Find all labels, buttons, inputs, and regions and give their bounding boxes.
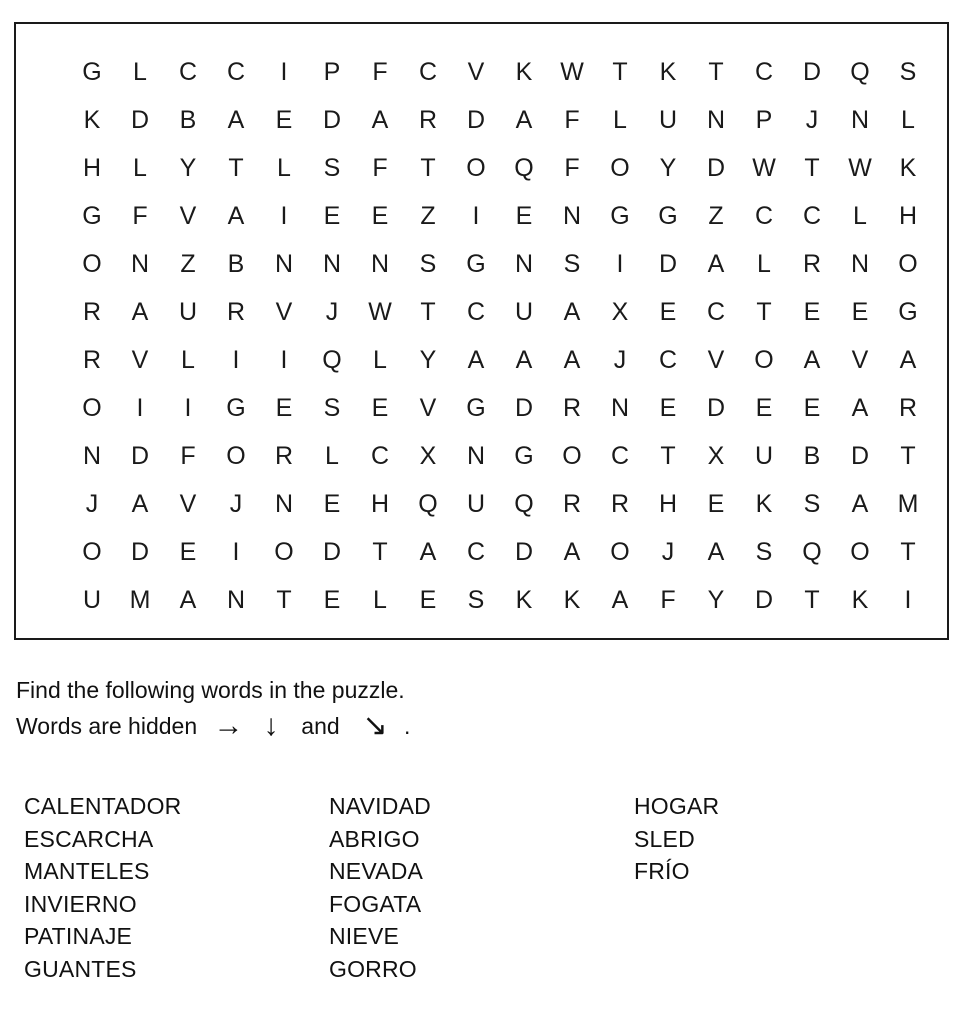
grid-cell: A <box>851 394 869 422</box>
grid-cell: X <box>611 298 629 326</box>
grid-cell: J <box>661 538 675 566</box>
grid-cell: N <box>370 250 390 278</box>
word-search-puzzle-box <box>14 22 949 640</box>
grid-cell: O <box>610 538 630 566</box>
grid-cell: U <box>754 442 774 470</box>
grid-cell: O <box>466 154 486 182</box>
grid-cell: C <box>610 442 630 470</box>
grid-cell: G <box>514 442 534 470</box>
grid-cell: T <box>420 154 436 182</box>
table-row <box>16 528 947 576</box>
instruction-text-period: . <box>397 713 411 739</box>
grid-cell: Z <box>708 202 724 230</box>
grid-cell: N <box>130 250 150 278</box>
list-item: HOGAR <box>634 793 720 819</box>
instructions <box>16 672 916 744</box>
grid-cell: G <box>82 202 102 230</box>
grid-cell: Y <box>419 346 437 374</box>
grid-cell: A <box>611 586 629 614</box>
table-row <box>16 240 947 288</box>
grid-cell: F <box>180 442 196 470</box>
grid-cell: S <box>419 250 437 278</box>
grid-cell: N <box>322 250 342 278</box>
grid-cell: T <box>900 442 916 470</box>
grid-cell: K <box>563 586 581 614</box>
grid-cell: E <box>755 394 773 422</box>
grid-cell: D <box>130 442 150 470</box>
list-item: ABRIGO <box>329 825 420 852</box>
grid-cell: R <box>562 394 582 422</box>
grid-cell: J <box>805 106 819 134</box>
grid-cell: A <box>419 538 437 566</box>
grid-cell: Y <box>659 154 677 182</box>
grid-cell: E <box>323 490 341 518</box>
grid-cell: N <box>466 442 486 470</box>
grid-cell: F <box>132 202 148 230</box>
grid-cell: I <box>472 202 480 230</box>
grid-cell: A <box>131 490 149 518</box>
grid-cell: C <box>658 346 678 374</box>
grid-cell: U <box>178 298 198 326</box>
grid-cell: A <box>515 106 533 134</box>
grid-cell: K <box>515 586 533 614</box>
grid-cell: C <box>370 442 390 470</box>
grid-cell: E <box>419 586 437 614</box>
table-row <box>16 96 947 144</box>
grid-cell: S <box>899 58 917 86</box>
grid-cell: C <box>706 298 726 326</box>
grid-cell: N <box>562 202 582 230</box>
grid-cell: G <box>466 394 486 422</box>
grid-cell: C <box>466 538 486 566</box>
grid-cell: E <box>803 298 821 326</box>
grid-cell: I <box>904 586 912 614</box>
grid-cell: G <box>898 298 918 326</box>
grid-cell: V <box>179 490 197 518</box>
grid-cell: D <box>322 106 342 134</box>
grid-cell: S <box>323 154 341 182</box>
grid-cell: E <box>659 298 677 326</box>
grid-cell: K <box>659 58 677 86</box>
grid-cell: N <box>850 106 870 134</box>
table-row <box>16 288 947 336</box>
grid-cell: T <box>900 538 916 566</box>
grid-cell: R <box>562 490 582 518</box>
grid-cell: E <box>851 298 869 326</box>
grid-cell: Q <box>514 490 534 518</box>
instruction-text-and: and <box>288 713 353 739</box>
grid-cell: O <box>610 154 630 182</box>
grid-cell: L <box>181 346 195 374</box>
grid-cell: D <box>850 442 870 470</box>
grid-cell: A <box>707 250 725 278</box>
grid-cell: K <box>83 106 101 134</box>
grid-cell: E <box>803 394 821 422</box>
grid-cell: X <box>419 442 437 470</box>
grid-cell: I <box>232 346 240 374</box>
grid-cell: O <box>82 394 102 422</box>
grid-cell: R <box>610 490 630 518</box>
grid-cell: T <box>612 58 628 86</box>
grid-cell: G <box>466 250 486 278</box>
list-item: INVIERNO <box>24 890 137 917</box>
grid-cell: L <box>373 586 387 614</box>
grid-cell: E <box>323 202 341 230</box>
list-item: FOGATA <box>329 890 422 917</box>
grid-cell: I <box>184 394 192 422</box>
grid-cell: B <box>803 442 821 470</box>
grid-cell: O <box>226 442 246 470</box>
arrow-right-icon: → <box>213 709 244 742</box>
grid-cell: T <box>804 154 820 182</box>
table-row <box>16 384 947 432</box>
grid-cell: C <box>178 58 198 86</box>
grid-cell: J <box>325 298 339 326</box>
list-item: NEVADA <box>329 858 424 884</box>
grid-cell: I <box>136 394 144 422</box>
letter-grid <box>16 24 947 638</box>
grid-cell: Y <box>179 154 197 182</box>
grid-cell: C <box>802 202 822 230</box>
grid-cell: F <box>372 154 388 182</box>
grid-cell: E <box>707 490 725 518</box>
list-item: FRÍO <box>634 858 690 884</box>
word-list-column-1 <box>24 790 329 985</box>
grid-cell: T <box>804 586 820 614</box>
grid-cell: K <box>755 490 773 518</box>
grid-cell: I <box>280 346 288 374</box>
list-item: GORRO <box>329 955 417 982</box>
grid-cell: A <box>227 202 245 230</box>
grid-cell: X <box>707 442 725 470</box>
grid-cell: H <box>370 490 390 518</box>
grid-cell: L <box>325 442 339 470</box>
grid-cell: O <box>754 346 774 374</box>
grid-cell: D <box>322 538 342 566</box>
grid-cell: C <box>226 58 246 86</box>
grid-cell: T <box>756 298 772 326</box>
grid-cell: B <box>179 106 197 134</box>
grid-cell: O <box>274 538 294 566</box>
grid-cell: F <box>660 586 676 614</box>
grid-cell: V <box>707 346 725 374</box>
grid-cell: R <box>802 250 822 278</box>
grid-cell: V <box>275 298 293 326</box>
grid-cell: L <box>757 250 771 278</box>
grid-cell: D <box>754 586 774 614</box>
grid-cell: A <box>803 346 821 374</box>
grid-cell: I <box>616 250 624 278</box>
grid-cell: D <box>514 394 534 422</box>
word-list-column-2 <box>329 790 634 985</box>
instruction-line-2 <box>16 708 916 744</box>
grid-cell: K <box>515 58 533 86</box>
list-item: MANTELES <box>24 858 150 884</box>
grid-cell: V <box>131 346 149 374</box>
grid-cell: R <box>418 106 438 134</box>
grid-cell: N <box>226 586 246 614</box>
grid-cell: A <box>563 346 581 374</box>
grid-cell: F <box>372 58 388 86</box>
list-item: ESCARCHA <box>24 825 154 852</box>
grid-cell: E <box>323 586 341 614</box>
grid-cell: H <box>898 202 918 230</box>
word-list <box>24 790 944 985</box>
grid-cell: N <box>514 250 534 278</box>
grid-cell: O <box>562 442 582 470</box>
grid-cell: C <box>754 58 774 86</box>
grid-cell: R <box>82 346 102 374</box>
table-row <box>16 144 947 192</box>
grid-cell: A <box>851 490 869 518</box>
grid-cell: N <box>706 106 726 134</box>
grid-cell: T <box>708 58 724 86</box>
grid-cell: S <box>803 490 821 518</box>
grid-cell: O <box>82 250 102 278</box>
grid-cell: K <box>851 586 869 614</box>
grid-cell: D <box>658 250 678 278</box>
grid-cell: V <box>467 58 485 86</box>
grid-cell: T <box>228 154 244 182</box>
grid-cell: L <box>277 154 291 182</box>
grid-cell: D <box>466 106 486 134</box>
grid-cell: I <box>232 538 240 566</box>
grid-cell: S <box>323 394 341 422</box>
grid-cell: N <box>610 394 630 422</box>
grid-cell: U <box>82 586 102 614</box>
grid-cell: T <box>276 586 292 614</box>
table-row <box>16 432 947 480</box>
grid-cell: Z <box>420 202 436 230</box>
list-item: NIEVE <box>329 923 400 949</box>
grid-cell: B <box>227 250 245 278</box>
grid-cell: L <box>373 346 387 374</box>
table-row <box>16 48 947 96</box>
grid-cell: A <box>227 106 245 134</box>
grid-cell: D <box>514 538 534 566</box>
arrow-down-icon: ↓ <box>263 709 279 742</box>
grid-cell: L <box>133 154 147 182</box>
grid-cell: Q <box>418 490 438 518</box>
grid-cell: J <box>613 346 627 374</box>
grid-cell: J <box>229 490 243 518</box>
grid-cell: G <box>226 394 246 422</box>
grid-cell: A <box>131 298 149 326</box>
grid-cell: M <box>129 586 151 614</box>
grid-cell: O <box>850 538 870 566</box>
grid-cell: C <box>466 298 486 326</box>
grid-cell: D <box>802 58 822 86</box>
grid-cell: D <box>130 106 150 134</box>
instruction-text-find: Find the following words in the puzzle. <box>16 677 405 703</box>
grid-cell: A <box>707 538 725 566</box>
grid-cell: Q <box>850 58 870 86</box>
grid-cell: A <box>563 298 581 326</box>
grid-cell: I <box>280 202 288 230</box>
grid-cell: R <box>274 442 294 470</box>
grid-cell: W <box>848 154 872 182</box>
instruction-line-1 <box>16 672 916 708</box>
grid-cell: E <box>179 538 197 566</box>
grid-cell: E <box>275 394 293 422</box>
grid-cell: U <box>658 106 678 134</box>
grid-cell: W <box>752 154 776 182</box>
grid-cell: Q <box>322 346 342 374</box>
grid-cell: K <box>899 154 917 182</box>
grid-cell: O <box>898 250 918 278</box>
grid-cell: A <box>515 346 533 374</box>
grid-cell: R <box>226 298 246 326</box>
grid-cell: N <box>274 250 294 278</box>
grid-cell: Q <box>802 538 822 566</box>
table-row <box>16 576 947 624</box>
list-item: PATINAJE <box>24 923 133 949</box>
grid-cell: V <box>179 202 197 230</box>
word-list-column-3 <box>634 790 934 985</box>
grid-cell: E <box>659 394 677 422</box>
grid-cell: L <box>901 106 915 134</box>
grid-cell: E <box>275 106 293 134</box>
list-item: GUANTES <box>24 955 137 982</box>
grid-cell: L <box>133 58 147 86</box>
grid-cell: V <box>851 346 869 374</box>
grid-cell: F <box>564 106 580 134</box>
grid-cell: S <box>467 586 485 614</box>
grid-cell: A <box>179 586 197 614</box>
grid-cell: E <box>515 202 533 230</box>
grid-cell: N <box>850 250 870 278</box>
grid-cell: E <box>371 394 389 422</box>
grid-cell: V <box>419 394 437 422</box>
grid-cell: A <box>467 346 485 374</box>
grid-cell: D <box>706 154 726 182</box>
grid-cell: J <box>85 490 99 518</box>
grid-cell: W <box>368 298 392 326</box>
arrow-down-right-icon: ↘ <box>362 709 388 742</box>
instruction-text-hidden: Words are hidden <box>16 713 204 739</box>
table-row <box>16 336 947 384</box>
grid-cell: C <box>754 202 774 230</box>
grid-cell: Q <box>514 154 534 182</box>
grid-cell: G <box>658 202 678 230</box>
grid-cell: H <box>658 490 678 518</box>
list-item: SLED <box>634 825 695 852</box>
table-row <box>16 480 947 528</box>
grid-cell: D <box>706 394 726 422</box>
grid-cell: S <box>563 250 581 278</box>
grid-cell: F <box>564 154 580 182</box>
list-item: CALENTADOR <box>24 793 182 819</box>
grid-cell: G <box>610 202 630 230</box>
grid-cell: H <box>82 154 102 182</box>
grid-cell: N <box>274 490 294 518</box>
grid-cell: T <box>420 298 436 326</box>
grid-cell: G <box>82 58 102 86</box>
grid-cell: I <box>280 58 288 86</box>
grid-cell: O <box>82 538 102 566</box>
grid-cell: W <box>560 58 584 86</box>
grid-cell: U <box>514 298 534 326</box>
grid-cell: C <box>418 58 438 86</box>
grid-cell: A <box>899 346 917 374</box>
grid-cell: Y <box>707 586 725 614</box>
grid-cell: A <box>563 538 581 566</box>
grid-cell: P <box>323 58 341 86</box>
grid-cell: R <box>82 298 102 326</box>
grid-cell: L <box>853 202 867 230</box>
grid-cell: S <box>755 538 773 566</box>
table-row <box>16 192 947 240</box>
grid-cell: E <box>371 202 389 230</box>
grid-cell: P <box>755 106 773 134</box>
list-item: NAVIDAD <box>329 793 431 819</box>
grid-cell: L <box>613 106 627 134</box>
grid-cell: M <box>897 490 919 518</box>
grid-cell: A <box>371 106 389 134</box>
grid-cell: D <box>130 538 150 566</box>
grid-cell: Z <box>180 250 196 278</box>
grid-cell: N <box>82 442 102 470</box>
grid-cell: T <box>660 442 676 470</box>
grid-cell: U <box>466 490 486 518</box>
grid-cell: R <box>898 394 918 422</box>
grid-cell: T <box>372 538 388 566</box>
